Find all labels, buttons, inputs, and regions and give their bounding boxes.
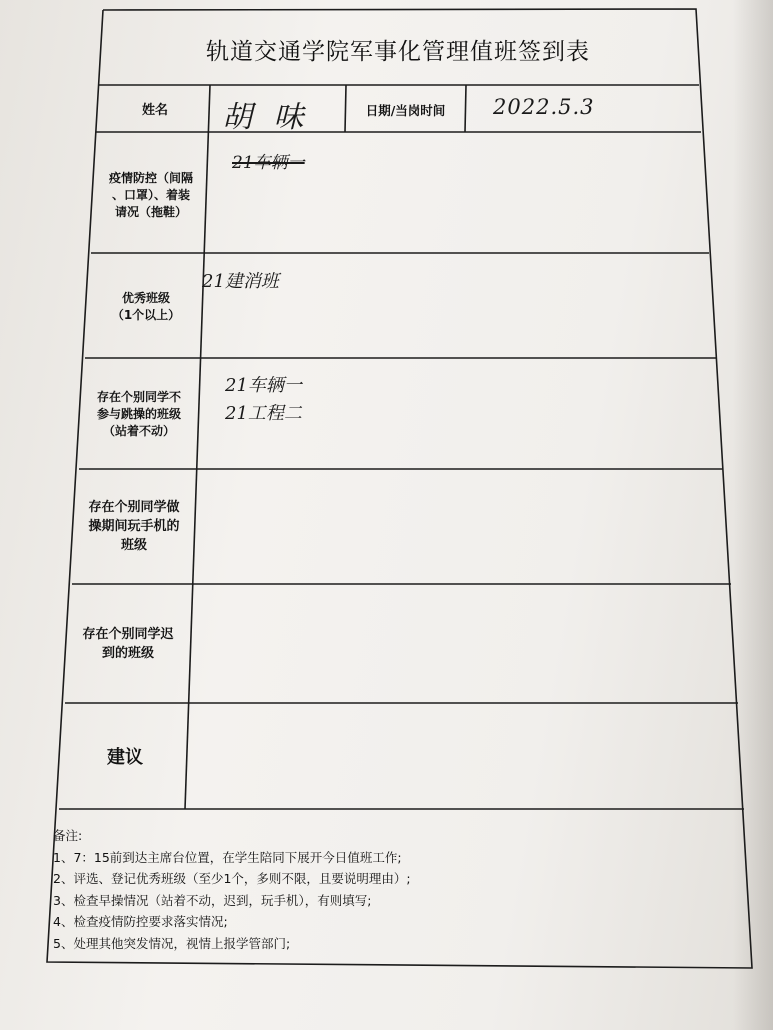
epidemic-struck-value[interactable]: 21车辆一 [232, 153, 305, 173]
note-item: 4、检查疫情防控要求落实情况; [53, 914, 228, 929]
form-title: 轨道交通学院军事化管理值班签到表 [206, 39, 590, 65]
epidemic-label: 疫情防控（间隔 、口罩）、着装 请况（拖鞋） [108, 171, 193, 219]
note-item: 1、7：15前到达主席台位置，在学生陪同下展开今日值班工作; [53, 849, 402, 865]
vline-date-right [465, 85, 466, 132]
phone-label: 存在个别同学做 操期间玩手机的 班级 [88, 500, 180, 553]
date-value[interactable]: 2022.5.3 [493, 95, 595, 119]
notes-section [53, 825, 411, 954]
name-label: 姓名 [141, 103, 168, 118]
vline-date-left [345, 85, 346, 132]
notes-heading: 备注: [53, 828, 83, 843]
excellent-label: 优秀班级 （1个以上） [111, 291, 181, 322]
noexercise-label: 存在个别同学不 参与跳操的班级 （站着不动） [96, 390, 181, 438]
late-label: 存在个别同学迟 到的班级 [82, 627, 174, 661]
note-item: 3、检查早操情况（站着不动，迟到，玩手机），有则填写; [53, 892, 372, 908]
note-item: 2、评选、登记优秀班级（至少1个，多则不限，且要说明理由）; [53, 871, 411, 886]
noexercise-value-2[interactable]: 21工程二 [225, 403, 302, 424]
note-item: 5、处理其他突发情况，视情上报学管部门; [53, 935, 291, 951]
name-value[interactable]: 胡 味 [222, 100, 310, 135]
excellent-value[interactable]: 21建消班 [202, 271, 279, 292]
date-label: 日期/当岗时间 [365, 103, 446, 118]
suggestion-label: 建议 [107, 747, 143, 768]
noexercise-value-1[interactable]: 21车辆一 [225, 375, 302, 396]
